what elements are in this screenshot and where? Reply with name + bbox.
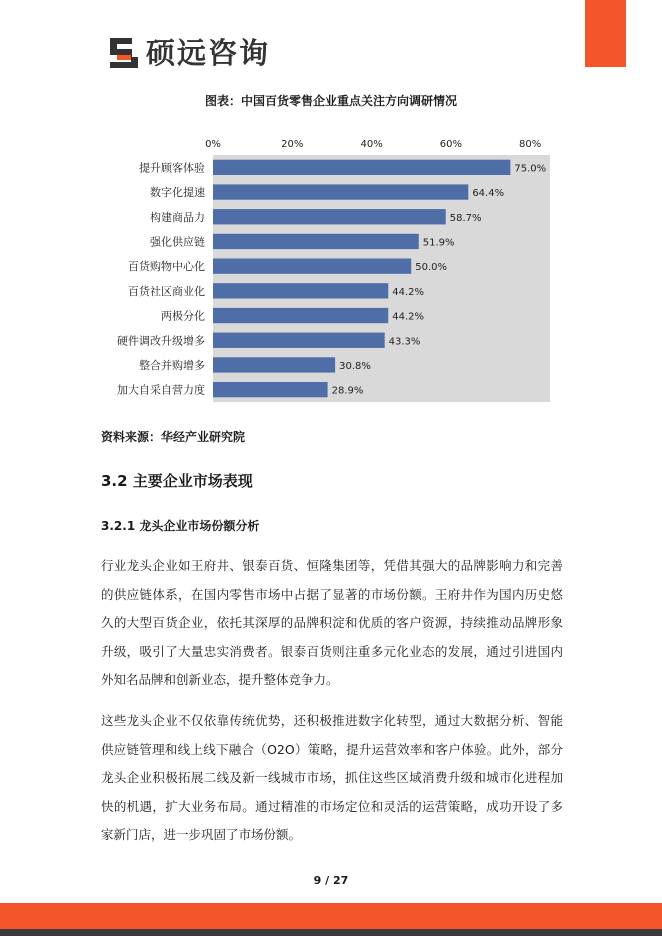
x-tick-label: 40% [360,139,383,150]
x-tick-label: 20% [281,139,304,150]
value-label: 44.2% [392,311,425,323]
value-label: 64.4% [472,188,505,200]
x-tick-label: 60% [439,139,462,150]
corner-accent-block [585,0,626,67]
bar [213,234,419,249]
body-paragraph-1: 行业龙头企业如王府井、银泰百货、恒隆集团等，凭借其强大的品牌影响力和完善的供应链体系，在国内零售市场中占据了显著的市场份额。王府井作为国内历史悠久的大型百货企业，依托其深厚的品牌积淀和优质的客户资源，持续推动品牌形象升级，吸引了大量忠实消费者。银泰百货则注重多元化业态的发展，通过引进国内外知名品牌和创新业态，提升整体竞争力。 [101,558,563,687]
value-label: 58.7% [449,212,482,224]
category-label: 整合并购增多 [139,358,205,372]
bar [213,160,510,175]
category-label: 构建商品力 [150,210,205,224]
figure-source: 资料来源：华经产业研究院 [101,430,246,444]
body-paragraph-2: 这些龙头企业不仅依靠传统优势，还积极推进数字化转型，通过大数据分析、智能供应链管理和线上线下融合（O2O）策略，提升运营效率和客户体验。此外，部分龙头企业积极拓展二线及新一线城市市场，抓住这些区域消费升级和城市化进程加快的机遇，扩大业务布局。通过精准的市场定位和灵活的运营策略，成功开设了多家新门店，进一步巩固了市场份额。 [101,713,563,842]
value-label: 43.3% [388,336,421,348]
category-label: 百货社区商业化 [128,284,205,298]
category-label: 数字化提速 [150,186,205,200]
value-label: 51.9% [422,237,455,249]
bar-chart-svg [108,130,558,410]
category-label: 两极分化 [161,309,205,323]
value-label: 44.2% [392,286,425,298]
category-label: 硬件调改升级增多 [117,334,205,348]
x-tick-label: 0% [205,139,221,150]
value-label: 30.8% [339,360,371,372]
bar [213,184,468,199]
bar [213,308,388,323]
figure-title: 图表：中国百货零售企业重点关注方向调研情况 [204,94,457,108]
section-heading: 3.2 主要企业市场表现 [101,472,253,490]
value-label: 75.0% [514,163,547,175]
bar [213,357,335,372]
footer-accent-bar [0,903,662,929]
bar [213,258,411,273]
brand-name: 硕远咨询 [146,36,271,70]
bar [213,382,328,397]
x-tick-label: 80% [519,139,542,150]
page-number: 9 / 27 [313,874,349,887]
category-label: 提升顾客体验 [139,161,205,175]
category-label: 强化供应链 [150,235,205,249]
bar [213,283,388,298]
value-label: 28.9% [331,385,364,397]
category-label: 百货购物中心化 [128,260,205,274]
bar-chart [108,130,558,410]
bar [213,209,446,224]
category-label: 加大自采自营力度 [117,383,205,397]
brand-logo [108,36,270,70]
value-label: 50.0% [415,262,448,274]
subsection-heading: 3.2.1 龙头企业市场份额分析 [101,519,260,533]
bar [213,333,385,348]
footer-dark-strip [0,929,662,936]
brand-logo-icon [108,36,140,70]
